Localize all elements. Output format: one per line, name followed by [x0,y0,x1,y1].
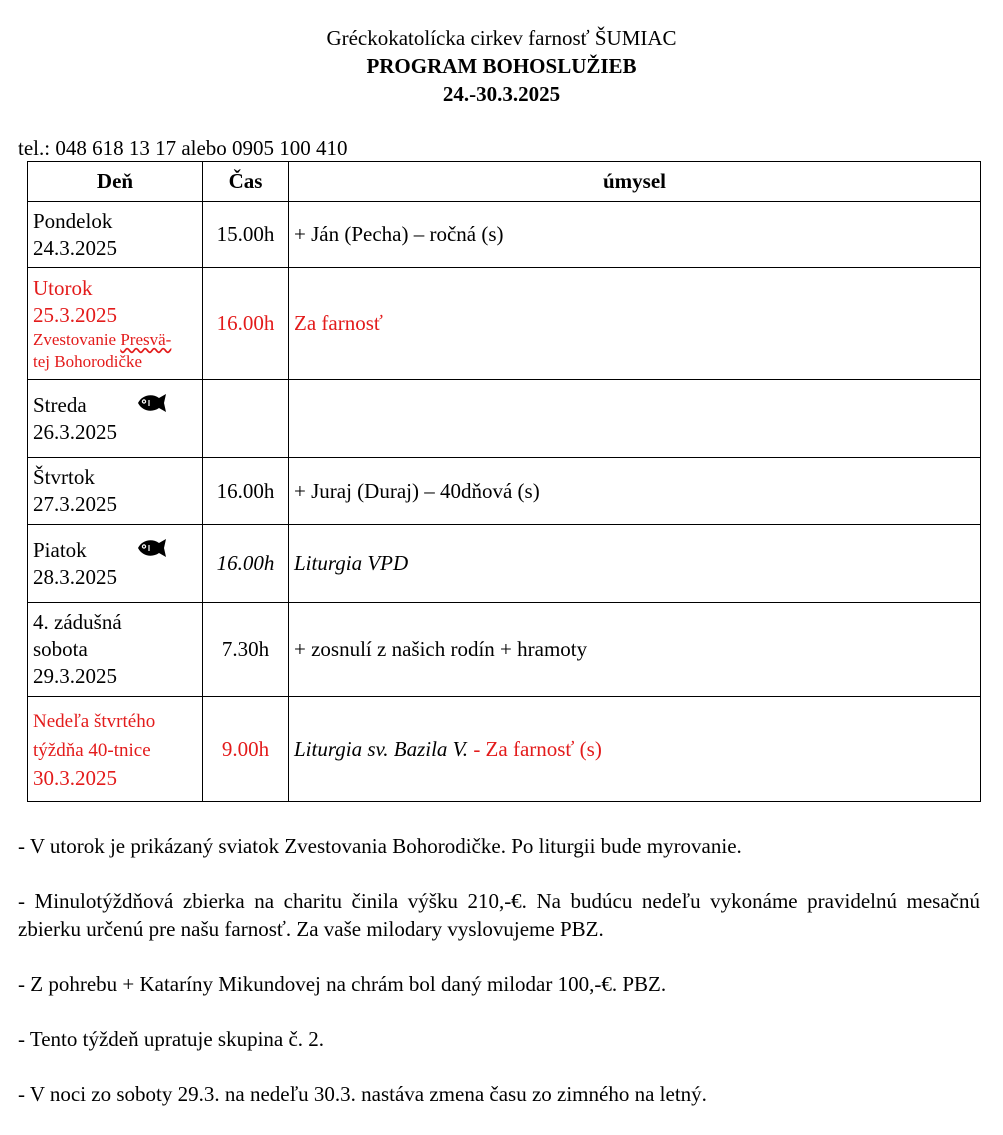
announcement-item: - V utorok je prikázaný sviatok Zvestovania Bohorodičke. Po liturgii bude myrovanie. [18,834,742,858]
fish-icon [136,392,168,414]
intent-cell [289,697,981,802]
phone-line: tel.: 048 618 13 17 alebo 0905 100 410 [18,136,348,160]
table-row [28,458,981,525]
intent-cell: Za farnosť [289,268,981,380]
day-name-line1: 4. zádušná [33,610,122,634]
day-name-line2: sobota [33,637,88,661]
announcement-item: - V noci zo soboty 29.3. na nedeľu 30.3. nastáva zmena času zo zimného na letný. [18,1082,707,1106]
table-row [28,603,981,697]
day-cell [28,380,203,458]
day-date: 24.3.2025 [33,235,117,260]
day-name: Štvrtok [33,465,95,489]
day-name-line1: Nedeľa štvrtého [33,710,156,732]
announcement-item: - Z pohrebu + Kataríny Mikundovej na chrám bol daný milodar 100,-€. PBZ. [18,972,667,996]
day-date: 26.3.2025 [33,419,117,444]
time-cell: 7.30h [203,603,289,697]
document-header [0,24,1003,108]
day-name: Piatok [33,537,87,562]
time-cell: 16.00h [203,268,289,380]
day-date: 27.3.2025 [33,492,117,516]
day-cell [28,202,203,268]
time-cell: 9.00h [203,697,289,802]
fish-icon [136,537,168,559]
column-header-intent: úmysel [289,162,981,202]
table-row [28,202,981,268]
parish-name: Gréckokatolícka cirkev farnosť ŠUMIAC [326,26,677,50]
schedule-table [27,161,981,802]
table-row [28,380,981,458]
table-row [28,268,981,380]
intent-cell: + Ján (Pecha) – ročná (s) [289,202,981,268]
time-cell: 16.00h [203,525,289,603]
table-row [28,697,981,802]
day-cell [28,525,203,603]
time-cell [203,380,289,458]
feast-name: Zvestovanie Presvä- tej Bohorodičke [33,329,172,371]
day-date: 28.3.2025 [33,564,117,589]
column-header-time: Čas [203,162,289,202]
liturgy-name: Liturgia sv. Bazila V. [294,736,474,761]
document-title: PROGRAM BOHOSLUŽIEB [366,54,637,78]
day-name: Streda [33,392,87,417]
day-date: 25.3.2025 [33,302,117,327]
intent-cell [289,380,981,458]
announcement-item: - Minulotýždňová zbierka na charitu činila výšku 210,-€. Na budúcu nedeľu vykonáme pravidelnú mesačnú zbierku určenú pre našu farnosť. Za vaše milodary vyslovujeme PBZ. [18,889,980,941]
day-name-line2: týždňa 40-tnice [33,739,151,761]
intent-cell: Liturgia VPD [289,525,981,603]
intent-cell: + Juraj (Duraj) – 40dňová (s) [289,458,981,525]
time-cell: 15.00h [203,202,289,268]
announcement-item: - Tento týždeň upratuje skupina č. 2. [18,1027,325,1051]
day-cell [28,603,203,697]
day-date: 29.3.2025 [33,664,117,688]
day-cell [28,268,203,380]
table-row [28,525,981,603]
time-cell: 16.00h [203,458,289,525]
announcements [18,832,980,1135]
day-cell [28,697,203,802]
day-name: Utorok [33,275,93,300]
intent-text: - Za farnosť (s) [473,736,602,761]
intent-cell: + zosnulí z našich rodín + hramoty [289,603,981,697]
day-date: 30.3.2025 [33,765,117,790]
table-header-row [28,162,981,202]
day-name: Pondelok [33,208,113,233]
date-range: 24.-30.3.2025 [442,82,561,106]
column-header-day: Deň [28,162,203,202]
day-cell [28,458,203,525]
